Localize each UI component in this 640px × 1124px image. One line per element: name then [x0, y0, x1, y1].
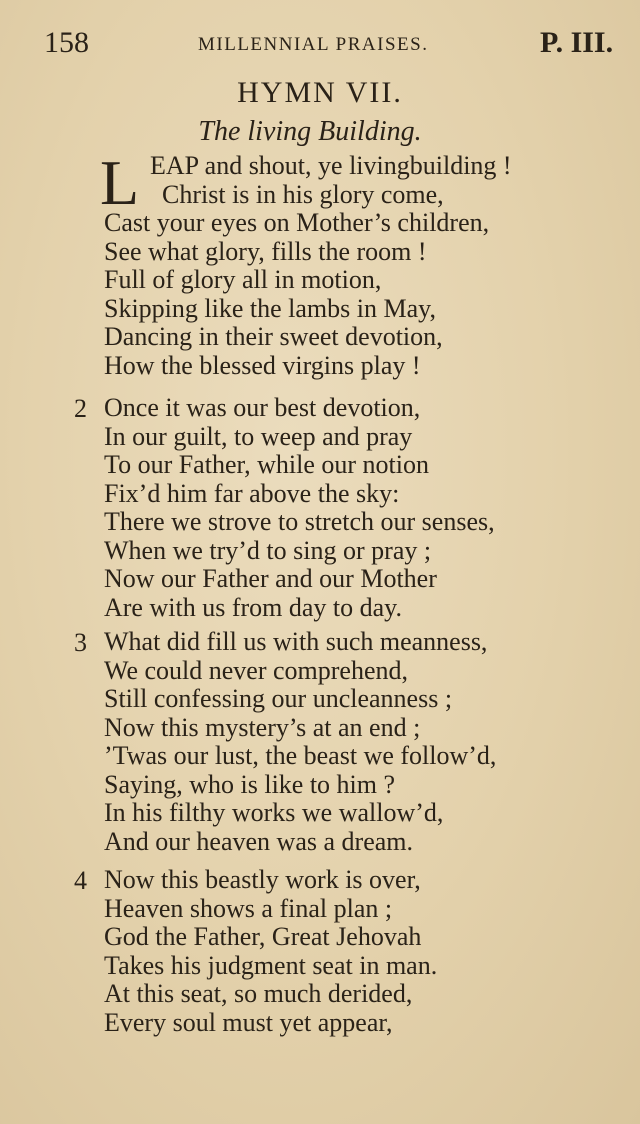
stanza-lines — [104, 628, 496, 856]
verse-line: See what glory, fills the room ! — [104, 236, 427, 266]
part-label: P. III. — [540, 26, 614, 59]
verse-line: Saying, who is like to him ? — [104, 769, 396, 799]
verse-line: We could never comprehend, — [104, 655, 409, 685]
verse-line: When we try’d to sing or pray ; — [104, 535, 432, 565]
verse-line: And our heaven was a dream. — [104, 826, 413, 856]
page-header — [0, 26, 640, 66]
verse-line: Now this mystery’s at an end ; — [104, 712, 421, 742]
verse-line: What did fill us with such meanness, — [104, 627, 488, 656]
verse-line: Cast your eyes on Mother’s children, — [104, 208, 490, 237]
stanza-lines — [104, 866, 437, 1037]
hymn-title: HYMN VII. — [237, 76, 403, 109]
verse-line: To our Father, while our notion — [104, 450, 429, 479]
verse-line: Skipping like the lambs in May, — [104, 293, 436, 323]
verse-line: Full of glory all in motion, — [104, 265, 382, 294]
hymn-subtitle — [0, 116, 640, 148]
verse-line: There we strove to stretch our senses, — [104, 507, 495, 536]
stanza-number: 3 — [74, 628, 87, 657]
verse-line: Still confessing our uncleanness ; — [104, 684, 453, 713]
verse-line: Heaven shows a final plan ; — [104, 893, 393, 923]
verse-line: Takes his judgment seat in man. — [104, 950, 438, 980]
verse-line: Fix’d him far above the sky: — [104, 478, 400, 508]
running-title: MILLENNIAL PRAISES. — [198, 34, 429, 55]
verse-line: EAP and shout, ye livingbuilding ! — [150, 151, 512, 180]
page-number: 158 — [44, 26, 89, 59]
hymn-subtitle-text: The living Building. — [198, 116, 422, 147]
verse-line: In our guilt, to weep and pray — [104, 421, 413, 451]
stanza-number: 4 — [74, 866, 87, 895]
verse-line: Now our Father and our Mother — [104, 564, 437, 593]
verse-line: In his filthy works we wallow’d, — [104, 798, 444, 827]
verse-line: ’Twas our lust, the beast we follow’d, — [104, 741, 497, 770]
verse-line: Christ is in his glory come, — [162, 179, 444, 209]
verse-line: Dancing in their sweet devotion, — [104, 322, 443, 351]
stanza-lines — [104, 152, 512, 380]
verse-line: At this seat, so much derided, — [104, 979, 413, 1008]
verse-line: God the Father, Great Jehovah — [104, 922, 422, 951]
verse-line: Now this beastly work is over, — [104, 865, 421, 894]
stanza-number: 2 — [74, 394, 87, 423]
verse-line: Once it was our best devotion, — [104, 393, 421, 422]
stanza-lines — [104, 394, 495, 622]
verse-line: How the blessed virgins play ! — [104, 350, 421, 380]
verse-line: Are with us from day to day. — [104, 592, 402, 622]
verse-line: Every soul must yet appear, — [104, 1007, 393, 1037]
drop-cap: L — [100, 147, 140, 218]
